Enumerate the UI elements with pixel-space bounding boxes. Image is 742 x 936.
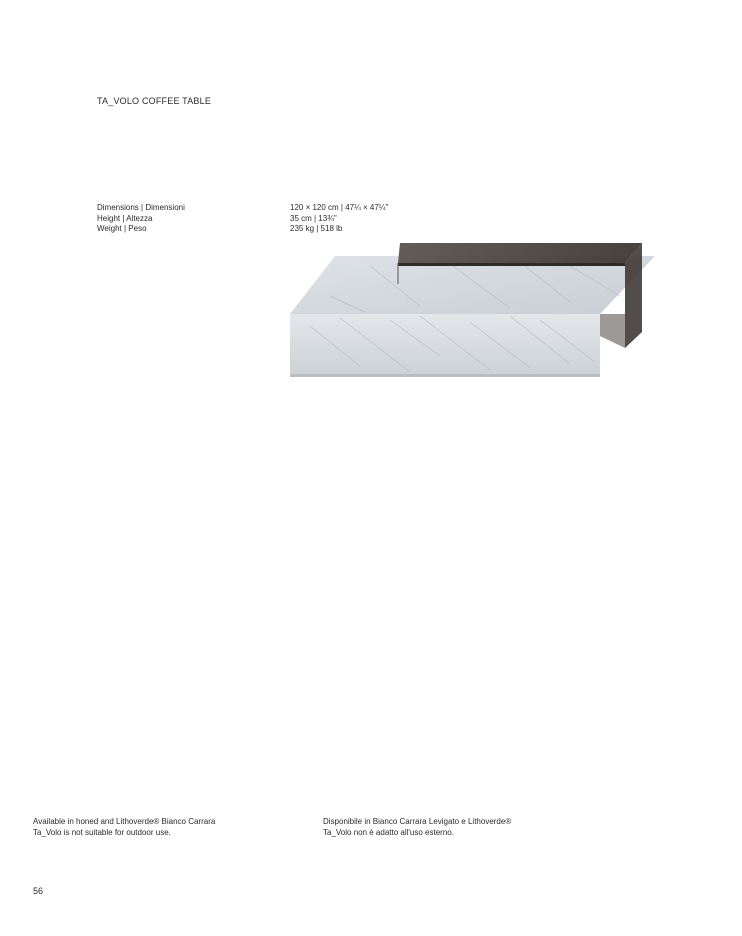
spec-label: Height | Altezza: [97, 213, 153, 223]
spec-label: Dimensions | Dimensioni: [97, 203, 185, 212]
note-english: [33, 817, 215, 838]
product-title: TA_VOLO COFFEE TABLE: [97, 96, 212, 106]
spec-value: 35 cm | 13¾": [290, 213, 337, 223]
spec-row-height: [97, 214, 388, 225]
note-italian: [323, 817, 511, 838]
note-line: Disponibile in Bianco Carrara Levigato e Lithoverde®: [323, 817, 512, 826]
spec-row-weight: [97, 224, 388, 235]
note-line: Ta_Volo is not suitable for outdoor use.: [33, 827, 171, 837]
spec-label: Weight | Peso: [97, 224, 147, 233]
note-line: Available in honed and Lithoverde® Bianco Carrara: [33, 817, 216, 826]
spec-value: 235 kg | 518 lb: [290, 224, 343, 233]
spec-row-dimensions: [97, 203, 388, 214]
page-number: 56: [33, 886, 44, 896]
spec-value: 120 × 120 cm | 47¼ × 47¼": [290, 203, 389, 212]
product-image: [270, 236, 670, 386]
spec-table: [97, 203, 388, 235]
note-line: Ta_Volo non è adatto all'uso esterno.: [323, 827, 454, 837]
